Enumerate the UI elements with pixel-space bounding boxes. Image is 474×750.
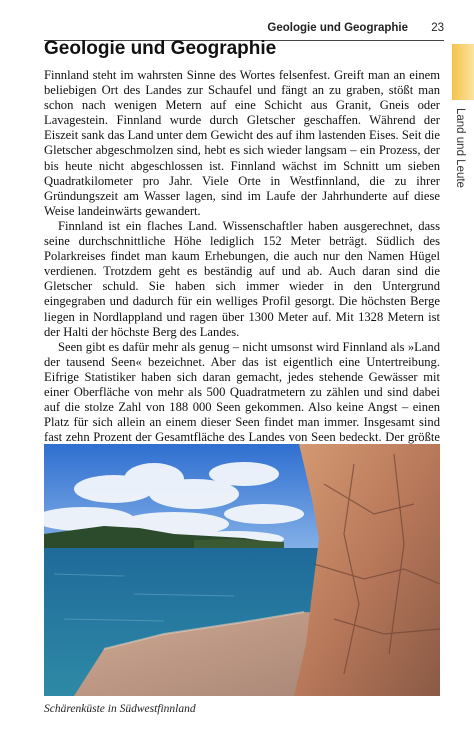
- chapter-side-label: Land und Leute: [454, 108, 466, 188]
- page-number: 23: [431, 22, 444, 34]
- paragraph-2: Finnland ist ein flaches Land. Wissenschaftler haben ausgerechnet, dass seine durchschnittliche Höhe lediglich 152 Meter beträgt. Südlich des Polarkreises findet man kaum Erhebungen, die auch nur den Namen Hügel verdienen. Trotzdem geht es beständig auf und ab. Auch daran sind die Gletscher schuld. Sie haben sich immer wieder in den Untergrund eingegraben und dadurch für ein welliges Profil gesorgt. Die höchsten Berge liegen in Nordlappland und ragen über 1300 Meter auf. Mit 1328 Metern ist der Halti der höchste Berg des Landes.: [44, 218, 440, 339]
- body-text: [44, 68, 440, 491]
- running-header-section: Geologie und Geographie: [267, 22, 408, 34]
- skerry-coast-image: [44, 444, 440, 696]
- photo-caption: Schärenküste in Südwestfinnland: [44, 703, 196, 715]
- paragraph-1: Finnland steht im wahrsten Sinne des Wortes felsenfest. Greift man an einem beliebigen Ort des Landes zur Schaufel und fängt an zu graben, stößt man schon nach wenigen Metern auf eine Schicht aus Granit, Gneis oder Lavagestein. Finnland wurde durch Gletscher geschaffen. Während der Eiszeit sank das Land unter dem Gewicht des auf ihm lastenden Eises. Seit die Gletscher abgeschmolzen sind, hebt es sich wieder langsam – ein Prozess, der bis heute nicht abgeschlossen ist. Finnland wächst im Schnitt um sieben Quadratkilometer pro Jahr. Viele Orte in Westfinnland, die zu ihrer Gründungszeit am Wasser lagen, sind im Laufe der Jahrhunderte auf diese Weise landeinwärts gewandert.: [44, 68, 440, 218]
- section-heading: Geologie und Geographie: [44, 38, 277, 59]
- chapter-tab-marker: [452, 44, 474, 100]
- paragraph-3: Seen gibt es dafür mehr als genug – nicht umsonst wird Finnland als »Land der tausend Seen« bezeichnet. Aber das ist eigentlich eine Untertreibung. Eifrige Statistiker haben sich daran gemacht, jedes stehende Gewässer mit einer Oberfläche von mehr als 500 Quadratmetern zu zählen und sind dabei auf die stolze Zahl von 188 000 Seen gekommen. Also keine Angst – einen Platz für sich allein an einem dieser Seen findet man immer. Insgesamt sind fast zehn Prozent der Gesamtfläche des Landes von Seen bedeckt. Der größte: [44, 339, 440, 445]
- coast-photo: [44, 444, 440, 696]
